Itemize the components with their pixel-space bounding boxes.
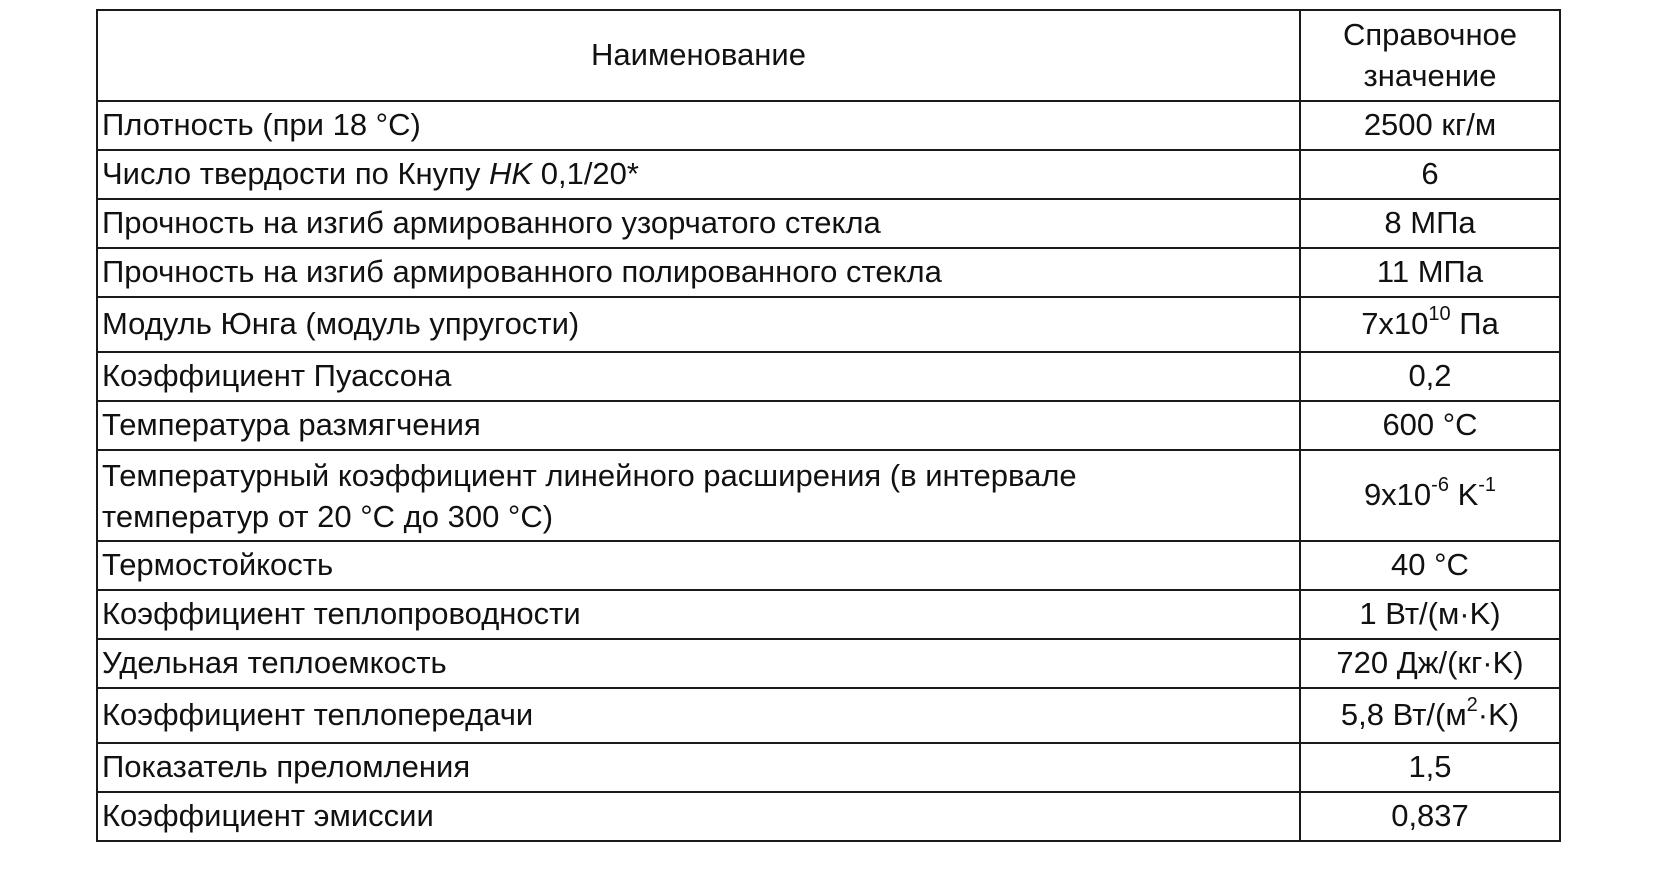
row-value: 0,2 — [1300, 352, 1560, 401]
row-value — [1300, 450, 1560, 541]
row-value: 720 Дж/(кг·K) — [1300, 639, 1560, 688]
table-row — [97, 248, 1560, 297]
table-row — [97, 590, 1560, 639]
row-value: 1,5 — [1300, 743, 1560, 792]
table-row — [97, 450, 1560, 541]
row-value: 8 МПа — [1300, 199, 1560, 248]
value-exponent: 2 — [1466, 694, 1478, 717]
row-name-suffix: 0,1/20* — [532, 156, 639, 192]
value-base: 9x10 — [1363, 477, 1432, 513]
value-unit: Па — [1450, 306, 1499, 342]
row-name: Температура размягчения — [97, 401, 1300, 450]
table-row — [97, 352, 1560, 401]
row-value: 0,837 — [1300, 792, 1560, 841]
value-base: 7x10 — [1361, 306, 1429, 342]
value-exponent: -6 — [1431, 474, 1449, 497]
row-name: Модуль Юнга (модуль упругости) — [97, 297, 1300, 352]
row-name — [97, 150, 1300, 199]
row-value: 11 МПа — [1300, 248, 1560, 297]
row-name — [97, 450, 1300, 541]
row-name-italic: HK — [489, 156, 533, 192]
row-value: 2500 кг/м — [1300, 101, 1560, 150]
value-prefix: 5,8 Вт/(м — [1340, 697, 1467, 733]
row-name: Коэффициент теплопроводности — [97, 590, 1300, 639]
row-value — [1300, 688, 1560, 743]
properties-table — [96, 9, 1561, 842]
row-name: Коэффициент теплопередачи — [97, 688, 1300, 743]
header-name: Наименование — [97, 10, 1300, 101]
table-row — [97, 297, 1560, 352]
value-unit-exponent: -1 — [1478, 474, 1497, 497]
table-row — [97, 639, 1560, 688]
value-suffix: ·K) — [1477, 697, 1520, 733]
table-row — [97, 101, 1560, 150]
row-name: Термостойкость — [97, 541, 1300, 590]
table-row — [97, 199, 1560, 248]
table-row — [97, 150, 1560, 199]
row-name: Удельная теплоемкость — [97, 639, 1300, 688]
table-row — [97, 688, 1560, 743]
row-name: Коэффициент Пуассона — [97, 352, 1300, 401]
row-name-line1: Температурный коэффициент линейного расширения (в интервале — [102, 457, 1077, 493]
row-name: Показатель преломления — [97, 743, 1300, 792]
row-value — [1300, 297, 1560, 352]
header-value — [1300, 10, 1560, 101]
value-unit: K — [1448, 477, 1479, 513]
row-name: Коэффициент эмиссии — [97, 792, 1300, 841]
row-value: 40 °С — [1300, 541, 1560, 590]
row-value: 6 — [1300, 150, 1560, 199]
row-value: 1 Вт/(м·K) — [1300, 590, 1560, 639]
table-row — [97, 743, 1560, 792]
row-name: Прочность на изгиб армированного узорчатого стекла — [97, 199, 1300, 248]
row-name: Прочность на изгиб армированного полированного стекла — [97, 248, 1300, 297]
header-value-line1: Справочное — [1342, 17, 1518, 53]
row-name-prefix: Число твердости по Кнупу — [102, 156, 490, 192]
value-exponent: 10 — [1428, 303, 1451, 326]
table-header-row — [97, 10, 1560, 101]
row-name: Плотность (при 18 °С) — [97, 101, 1300, 150]
table-row — [97, 401, 1560, 450]
header-value-line2: значение — [1363, 57, 1497, 93]
table-row — [97, 792, 1560, 841]
row-value: 600 °С — [1300, 401, 1560, 450]
row-name-line2: температур от 20 °С до 300 °С) — [102, 498, 554, 534]
table-row — [97, 541, 1560, 590]
